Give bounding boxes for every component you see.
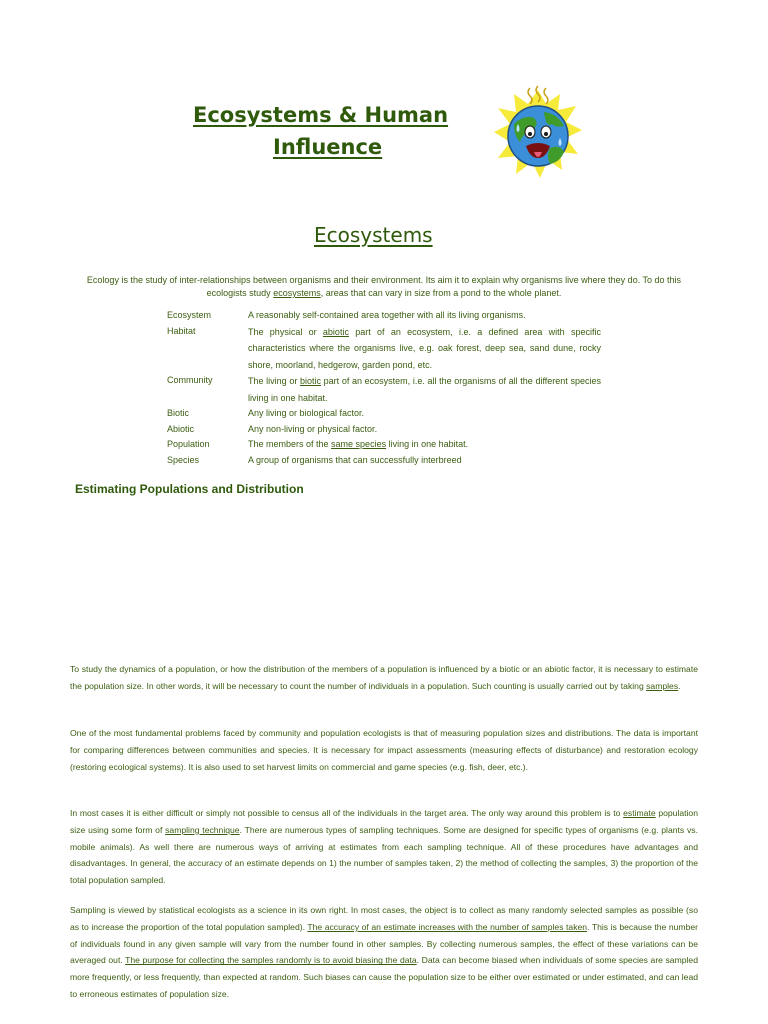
subheading: Estimating Populations and Distribution — [75, 482, 304, 496]
definition-term: Ecosystem — [167, 310, 212, 320]
definition-description: Any living or biological factor. — [248, 408, 365, 418]
definition-term: Community — [167, 375, 213, 385]
definition-description: The members of the same species living in one habitat. — [248, 439, 469, 449]
definition-row — [167, 437, 601, 453]
definition-description: The living or biotic part of an ecosystem, i.e. all the organisms of all the different species living in one habitat. — [248, 376, 601, 403]
paragraph-3: In most cases it is either difficult or simply not possible to census all of the individuals in the target area. The only way around this problem is to estimate population size using some form of sampling technique. There are numerous types of sampling techniques. Some are designed for specific types of organisms (e.g. plants vs. mobile animals). As well there are numerous ways of arriving at estimates from each sampling technique. All of these procedures have advantages and disadvantages. In general, the accuracy of an estimate depends on 1) the number of samples taken, 2) the method of collecting the samples, 3) the proportion of the total population sampled. — [70, 808, 698, 886]
definition-row — [167, 406, 601, 422]
intro-paragraph: Ecology is the study of inter-relationships between organisms and their environment. Its aim it to explain why organisms live where they do. To do this ecologists study ecosystems, areas that can vary in size from a pond to the whole planet. — [86, 275, 682, 298]
definition-term: Species — [167, 454, 200, 465]
definition-row — [167, 308, 601, 324]
definition-term: Habitat — [167, 325, 196, 336]
definition-description: The physical or abiotic part of an ecosystem, i.e. a defined area with specific characteristics where the organisms live, e.g. oak forest, deep sea, sand dune, rocky shore, moorland, hedgerow, garden pond, etc. — [248, 326, 601, 370]
definition-description: Any non-living or physical factor. — [248, 423, 378, 434]
paragraph-4: Sampling is viewed by statistical ecologists as a science in its own right. In most cases, the object is to collect as many randomly selected samples as possible (so as to increase the proportion of the total population sampled). The accuracy of an estimate increases with the number of samples taken. This is because the number of individuals found in any given sample will vary from the number found in other samples. By collecting numerous samples, the effect of these variations can be averaged out. The purpose for collecting the samples randomly is to avoid biasing the data. Data can become biased when individuals of some species are sampled more frequently, or less frequently, than expected at random. Such biases can cause the population size to be either over estimated or under estimated, and can lead to erroneous estimates of population size. — [70, 905, 699, 999]
definition-row — [167, 422, 601, 438]
definition-description: A reasonably self-contained area together with all its living organisms. — [248, 310, 526, 320]
definition-term: Biotic — [167, 408, 190, 418]
definition-description: A group of organisms that can successfully interbreed — [248, 454, 462, 465]
paragraph-2: One of the most fundamental problems faced by community and population ecologists is that of measuring population sizes and distributions. The data is important for comparing differences between communities and species. It is necessary for impact assessments (measuring effects of disturbance) and restoration ecology (restoring ecological systems). It is also used to set harvest limits on commercial and game species (e.g. fish, deer, etc.). — [70, 728, 698, 772]
page-title-line1: Ecosystems & Human — [193, 103, 449, 127]
sweating-earth-icon — [492, 84, 584, 184]
section-title: Ecosystems — [314, 223, 433, 247]
definition-row — [167, 324, 601, 374]
definition-term: Population — [167, 439, 210, 449]
definition-row — [167, 373, 601, 406]
definitions-list — [167, 308, 601, 468]
ecosystems-link: ecosystems — [273, 288, 321, 298]
paragraph-1: To study the dynamics of a population, or how the distribution of the members of a population is influenced by a biotic or an abiotic factor, it is necessary to estimate the population size. In other words, it will be necessary to count the number of individuals in a population. Such counting is usually carried out by taking samples. — [70, 664, 698, 691]
definition-term: Abiotic — [167, 423, 195, 434]
definition-row — [167, 453, 601, 469]
page-title-line2: Influence — [273, 135, 383, 159]
